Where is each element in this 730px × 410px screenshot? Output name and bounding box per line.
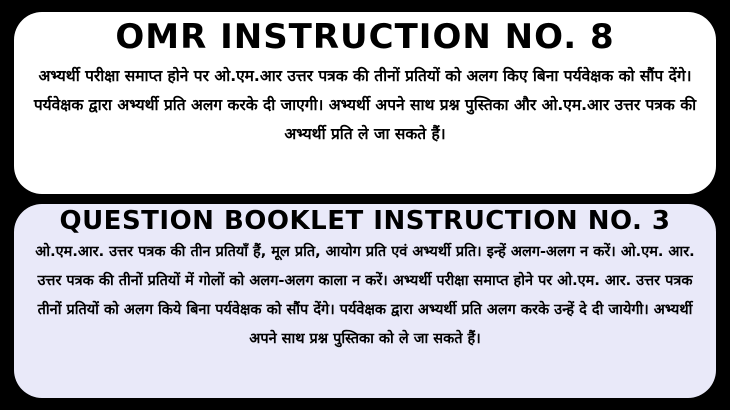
omr-instruction-panel [14,12,716,194]
question-booklet-instruction-panel [14,204,716,398]
question-booklet-instruction-text: ओ.एम.आर. उत्तर पत्रक की तीन प्रतियाँ हैं, मूल प्रति, आयोग प्रति एवं अभ्यर्थी प्रति। इन्हें अलग-अलग न करें। ओ.एम. आर. उत्तर पत्रक की तीनों प्रतियों में गोलों को अलग-अलग काला न करें। अभ्यर्थी परीक्षा समाप्त होने पर ओ.एम. आर. उत्तर पत्रक तीनों प्रतियों को अलग किये बिना पर्यवेक्षक को सौंप देंगे। पर्यवेक्षक द्वारा अभ्यर्थी प्रति अलग करके उन्हें दे दी जायेगी। अभ्यर्थी अपने साथ प्रश्न पुस्तिका को ले जा सकते हैं। [35,244,695,347]
question-booklet-instruction-heading: QUESTION BOOKLET INSTRUCTION NO. 3 [59,206,671,236]
omr-instruction-heading: OMR INSTRUCTION NO. 8 [115,17,615,57]
omr-instruction-text: अभ्यर्थी परीक्षा समाप्त होने पर ओ.एम.आर उत्तर पत्रक की तीनों प्रतियों को अलग किए बिना पर्यवेक्षक को सौंप देंगे। पर्यवेक्षक द्वारा अभ्यर्थी प्रति अलग करके दी जाएगी। अभ्यर्थी अपने साथ प्रश्न पुस्तिका और ओ.एम.आर उत्तर पत्रक की अभ्यर्थी प्रति ले जा सकते हैं। [33,67,697,143]
